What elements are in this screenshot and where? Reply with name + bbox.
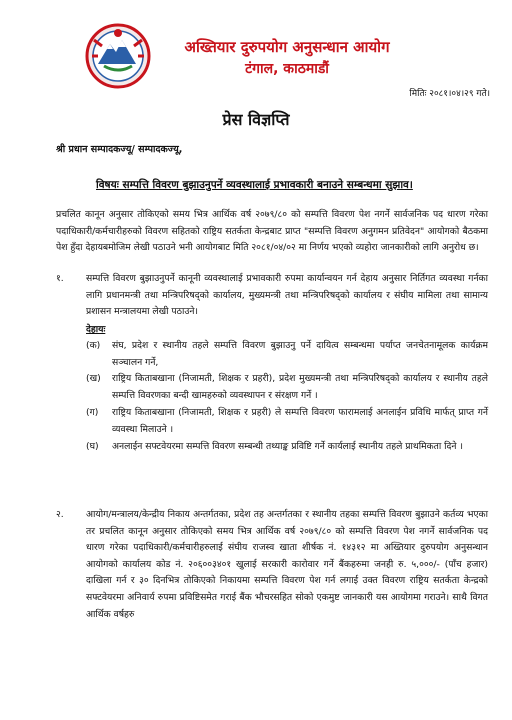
organization-location: टंगाल, काठमाडौं — [245, 61, 329, 77]
organization-name: अख्तियार दुरुपयोग अनुसन्धान आयोग — [184, 38, 390, 56]
dehaya-heading: देहायः — [86, 324, 106, 335]
item-number: १. — [56, 273, 64, 284]
sub-item — [86, 405, 488, 438]
document-title: प्रेस विज्ञप्ति — [222, 110, 290, 129]
sub-item-label: (क) — [86, 340, 101, 351]
sub-item-text: संघ, प्रदेश र स्थानीय तहले सम्पत्ति विवरण बुझाउनु पर्ने दायित्व सम्बन्धमा पर्याप्त जनचेतनामूलक कार्यक्रम सञ्चालन गर्ने, — [112, 340, 488, 368]
sub-item — [86, 338, 488, 371]
sub-item — [86, 439, 488, 456]
salutation: श्री प्रधान सम्पादकज्यू/ सम्पादकज्यू, — [56, 144, 183, 155]
document-date: मितिः २०८१।०४।२९ गते। — [409, 89, 490, 99]
intro-paragraph: प्रचलित कानून अनुसार तोकिएको समय भित्र आर्थिक वर्ष २०७९/८० को सम्पत्ति विवरण पेश नगर्ने सार्वजनिक पद धारण गरेका पदाधिकारी/कर्मचारीहरुको विवरण सहितको राष्ट्रिय सतर्कता केन्द्रबाट प्राप्त "सम्पत्ति विवरण अनुगमन प्रतिवेदन" आयोगको बैठकमा पेश हुँदा देहायबमोजिम लेखी पठाउने भनी आयोगबाट मिति २०८१/०४/०२ मा निर्णय भएको व्यहोरा जानकारीको लागि अनुरोध छ। — [56, 209, 488, 254]
sub-item — [86, 371, 488, 404]
sub-item-text: राष्ट्रिय किताबखाना (निजामती, शिक्षक र प्रहरी), प्रदेश मुख्यमन्त्री तथा मन्त्रिपरिषद्को कार्यालय र स्थानीय तहले सम्पत्ति विवरणका बन्दी खामहरुको व्यवस्थापन र संरक्षण गर्ने । — [112, 373, 488, 401]
sub-item-label: (ग) — [86, 407, 99, 418]
government-emblem-icon — [84, 22, 152, 90]
sub-item-text: राष्ट्रिय किताबखाना (निजामती, शिक्षक र प्रहरी) ले सम्पत्ति विवरण फारामलाई अनलाईन प्रविधि मार्फत् प्राप्त गर्ने व्यवस्था मिलाउने । — [112, 407, 488, 435]
item-text: आयोग/मन्त्रालय/केन्द्रीय निकाय अन्तर्गतका, प्रदेश तह अन्तर्गतका र स्थानीय तहका सम्पत्ति विवरण बुझाउने कर्तव्य भएका तर प्रचलित कानून अनुसार तोकिएको समय भित्र आर्थिक वर्ष २०७९/८० को सम्पत्ति विवरण पेश नगर्ने सार्वजनिक पद धारण गरेका पदाधिकारी/कर्मचारीहरुलाई संघीय राजस्व खाता शीर्षक नं. १४३१२ मा अख्तियार दुरुपयोग अनुसन्धान आयोगको कार्यालय कोड नं. २०६००३४०१ खुलाई सरकारी कारोवार गर्ने बैंकहरुमा जनही रु. ५,०००/- (पाँच हजार) दाखिला गर्न र ३० दिनभित्र तोकिएको निकायमा सम्पत्ति विवरण पेश गर्न लगाई उक्त विवरण राष्ट्रिय सतर्कता केन्द्रको सफ्टवेयरमा अनिवार्य रुपमा प्रविष्टिसमेत गराई बैंक भौचरसहित सोको एकमुष्ट जानकारी यस आयोगमा गराउने। साथै विगत आर्थिक वर्षहरु — [86, 509, 488, 620]
subject-line: विषयः सम्पत्ति विवरण बुझाउनुपर्ने व्यवस्थालाई प्रभावकारी बनाउने सम्बन्धमा सुझाव। — [96, 179, 413, 191]
sub-item-label: (ख) — [86, 373, 101, 384]
item-number: २. — [56, 509, 64, 520]
sub-item-text: अनलाईन सफ्टवेयरमा सम्पत्ति विवरण सम्बन्धी तथ्याङ्क प्रविष्टि गर्ने कार्यलाई स्थानीय तहले प्राथमिकता दिने । — [112, 441, 463, 452]
sub-item-label: (घ) — [86, 441, 99, 452]
item-text: सम्पत्ति विवरण बुझाउनुपर्ने कानूनी व्यवस्थालाई प्रभावकारी रुपमा कार्यान्वयन गर्न देहाय अनुसार निर्तिगत व्यवस्था गर्नका लागि प्रधानमन्त्री तथा मन्त्रिपरिषद्को कार्यालय, मुख्यमन्त्री तथा मन्त्रिपरिषद्को कार्यालय र संघीय मामिला तथा सामान्य प्रशासन मन्त्रालयमा लेखी पठाउने। — [86, 273, 488, 318]
